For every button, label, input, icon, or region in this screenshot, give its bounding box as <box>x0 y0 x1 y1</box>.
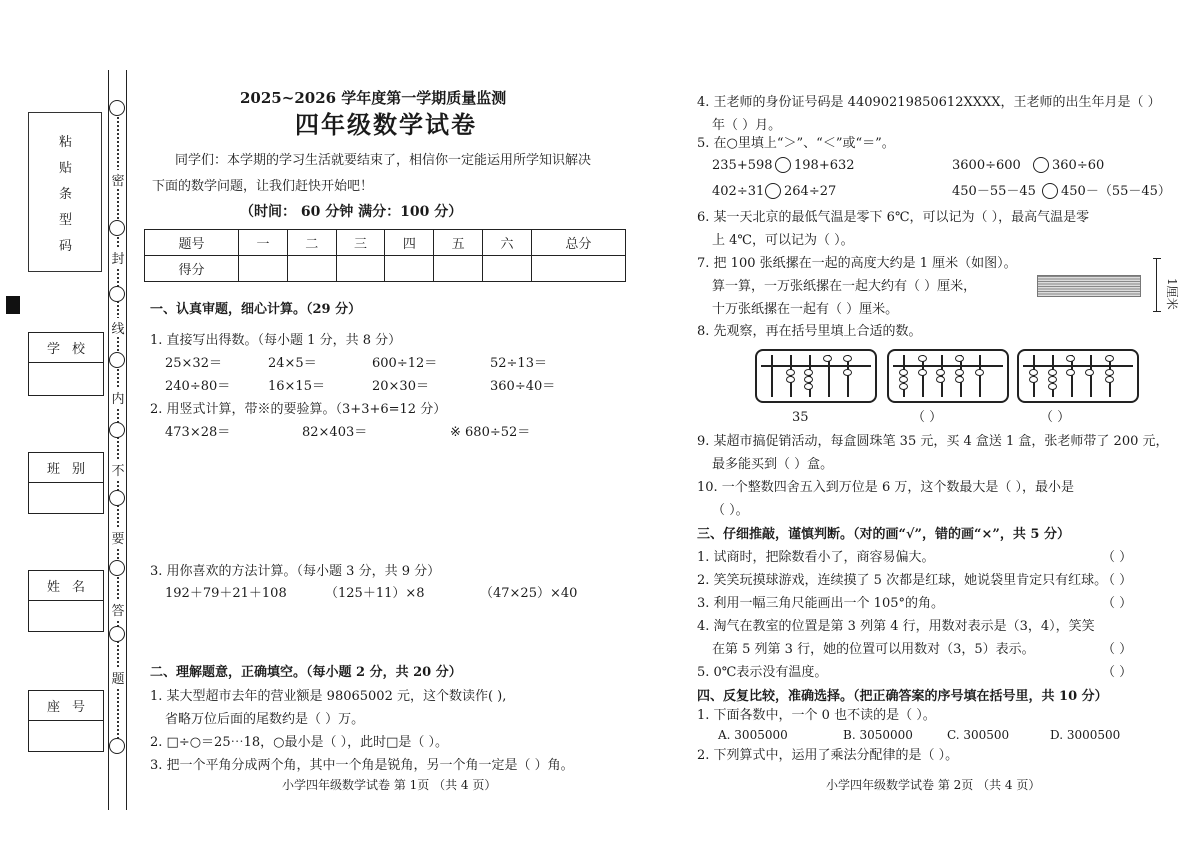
score-row-label: 得分 <box>145 256 239 282</box>
section-4-heading: 四、反复比较，准确选择。（把正确答案的序号填在括号里，共 10 分） <box>697 689 1108 704</box>
vertical-calc-item: ※ 680÷52＝ <box>450 425 531 440</box>
question-2-9: 9. 某超市搞促销活动，每盒圆珠笔 35 元，买 4 盒送 1 盒，张老师带了 200 元， <box>697 434 1169 449</box>
barcode-char: 条 <box>59 187 73 202</box>
score-header-cell: 六 <box>483 230 532 256</box>
question-1-1: 1. 直接写出得数。（每小题 1 分，共 8 分） <box>150 333 402 348</box>
judge-item: 5. 0℃表示没有温度。 <box>697 665 828 680</box>
compare-right: 450－（55－45） <box>1061 184 1171 199</box>
name-label-b: 名 <box>71 580 85 595</box>
binding-hole <box>109 490 125 506</box>
abacus-3-answer[interactable]: （ ） <box>1040 410 1071 425</box>
question-2-1-cont: 省略万位后面的尾数约是（ ）万。 <box>165 712 365 727</box>
dimension-line <box>1153 258 1161 312</box>
compare-circle[interactable] <box>775 157 791 173</box>
calc-item: 600÷12＝ <box>372 356 438 371</box>
binding-hole <box>109 560 125 576</box>
score-header-cell: 一 <box>239 230 288 256</box>
question-2-2: 2. □÷○＝25⋯18，○最小是（ ），此时□是（ ）。 <box>150 735 449 750</box>
calc-item: 20×30＝ <box>372 379 429 394</box>
judge-answer[interactable]: （ ） <box>1102 596 1133 611</box>
intro-line-2: 下面的数学问题，让我们赶快开始吧！ <box>152 179 374 194</box>
question-2-10: 10. 一个整数四舍五入到万位是 6 万，这个数最大是（ ），最小是 <box>697 480 1074 495</box>
abacus-2-answer[interactable]: （ ） <box>912 410 943 425</box>
school-field[interactable] <box>28 332 104 396</box>
seal-char: 内 <box>110 388 126 407</box>
judge-item: 4. 淘气在教室的位置是第 3 列第 4 行，用数对表示是（3，4），笑笑 <box>697 619 1095 634</box>
abacus-3 <box>1017 349 1139 403</box>
binding-hole <box>109 738 125 754</box>
question-2-3: 3. 把一个平角分成两个角，其中一个角是锐角，另一个角一定是（ ）角。 <box>150 758 574 773</box>
score-table <box>144 229 626 282</box>
vertical-calc-item: 82×403＝ <box>302 425 368 440</box>
seal-char: 封 <box>110 248 126 267</box>
score-header-cell: 三 <box>336 230 385 256</box>
choice-question-1: 1. 下面各数中，一个 0 也不读的是（ ）。 <box>697 708 936 723</box>
question-2-7-line3: 十万张纸摞在一起有（ ）厘米。 <box>712 302 899 317</box>
question-2-4: 4. 王老师的身份证号码是 44090219850612XXXX，王老师的出生年月是（ ） <box>697 95 1161 110</box>
score-header-cell: 五 <box>434 230 483 256</box>
score-table-row <box>145 256 626 282</box>
seal-char: 密 <box>110 170 126 189</box>
judge-answer[interactable]: （ ） <box>1102 550 1133 565</box>
barcode-char: 型 <box>59 213 73 228</box>
page-2-footer: 小学四年级数学试卷 第 2页 （共 4 页） <box>826 778 1041 792</box>
score-cell[interactable] <box>239 256 288 282</box>
barcode-char: 码 <box>59 239 73 254</box>
compare-right: 264÷27 <box>784 184 837 199</box>
judge-item: 3. 利用一幅三角尺能画出一个 105°的角。 <box>697 596 944 611</box>
choice-option[interactable]: B. 3050000 <box>843 728 913 742</box>
question-2-6: 6. 某一天北京的最低气温是零下 6℃，可以记为（ ），最高气温是零 <box>697 210 1090 225</box>
question-2-10-cont: （ ）。 <box>712 503 749 518</box>
exam-title: 四年级数学试卷 <box>295 110 477 139</box>
section-3-heading: 三、仔细推敲，谨慎判断。（对的画“√”，错的画“×”，共 5 分） <box>697 527 1070 542</box>
judge-item: 1. 试商时，把除数看小了，商容易偏大。 <box>697 550 935 565</box>
compare-circle[interactable] <box>765 183 781 199</box>
choice-question-2: 2. 下列算式中，运用了乘法分配律的是（ ）。 <box>697 748 959 763</box>
binding-hole <box>109 626 125 642</box>
simplify-item: （125＋11）×8 <box>325 586 425 601</box>
intro-line-1: 同学们：本学期的学习生活就要结束了，相信你一定能运用所学知识解决 <box>175 153 592 168</box>
binding-hole <box>109 422 125 438</box>
barcode-char: 贴 <box>59 161 73 176</box>
abacus-2 <box>887 349 1009 403</box>
compare-left: 3600÷600 <box>952 158 1021 173</box>
compare-left: 402÷31 <box>712 184 765 199</box>
binding-hole <box>109 352 125 368</box>
score-cell[interactable] <box>434 256 483 282</box>
binding-hole <box>109 286 125 302</box>
score-cell[interactable] <box>483 256 532 282</box>
barcode-box <box>28 112 102 272</box>
seat-field[interactable] <box>28 690 104 752</box>
question-2-9-cont: 最多能买到（ ）盒。 <box>712 457 834 472</box>
calc-item: 240÷80＝ <box>165 379 231 394</box>
calc-item: 24×5＝ <box>268 356 317 371</box>
score-table-header-row <box>145 230 626 256</box>
score-header-cell: 四 <box>385 230 434 256</box>
choice-option[interactable]: A. 3005000 <box>718 728 788 742</box>
question-2-8: 8. 先观察，再在括号里填上合适的数。 <box>697 324 922 339</box>
judge-answer[interactable]: （ ） <box>1102 665 1133 680</box>
score-header-cell: 二 <box>287 230 336 256</box>
question-2-4-cont: 年（ ）月。 <box>712 118 782 133</box>
calc-item: 360÷40＝ <box>490 379 556 394</box>
choice-option[interactable]: D. 3000500 <box>1050 728 1121 742</box>
score-cell[interactable] <box>531 256 625 282</box>
exam-header: 2025~2026 学年度第一学期质量监测 <box>240 89 507 107</box>
calc-item: 25×32＝ <box>165 356 222 371</box>
judge-answer[interactable]: （ ） <box>1102 642 1133 657</box>
binding-hole <box>109 220 125 236</box>
paper-stack-image <box>1037 275 1141 297</box>
seat-label-b: 号 <box>71 700 85 715</box>
binding-line-left <box>108 70 109 810</box>
calc-item: 52÷13＝ <box>490 356 547 371</box>
seal-char: 要 <box>110 528 126 547</box>
dimension-line-vertical <box>1156 258 1157 312</box>
school-label-a: 学 <box>46 342 60 357</box>
section-2-heading: 二、理解题意，正确填空。（每小题 2 分，共 20 分） <box>150 665 462 680</box>
judge-item-cont: 在第 5 列第 3 行，她的位置可以用数对（3，5）表示。 <box>712 642 1035 657</box>
time-info: （时间： 60 分钟 满分：100 分） <box>240 204 463 220</box>
name-label-a: 姓 <box>46 580 60 595</box>
choice-option[interactable]: C. 300500 <box>947 728 1010 742</box>
seal-char: 答 <box>110 600 126 619</box>
binding-hole <box>109 100 125 116</box>
compare-right: 198+632 <box>794 158 855 173</box>
seat-label-a: 座 <box>46 700 60 715</box>
name-field[interactable] <box>28 570 104 632</box>
judge-answer[interactable]: （ ） <box>1102 573 1133 588</box>
black-marker <box>6 296 20 314</box>
section-1-heading: 一、认真审题，细心计算。（29 分） <box>150 302 362 317</box>
simplify-item: 192＋79＋21＋108 <box>165 586 287 601</box>
question-2-7-line2: 算一算，一万张纸摞在一起大约有（ ）厘米， <box>712 279 977 294</box>
score-cell[interactable] <box>336 256 385 282</box>
question-2-6-cont: 上 4℃，可以记为（ ）。 <box>712 233 854 248</box>
class-label-b: 别 <box>71 462 85 477</box>
vertical-calc-item: 473×28＝ <box>165 425 231 440</box>
class-label-a: 班 <box>46 462 60 477</box>
class-field[interactable] <box>28 452 104 514</box>
compare-circle[interactable] <box>1033 157 1049 173</box>
barcode-char: 粘 <box>59 135 73 150</box>
seal-char: 不 <box>110 460 126 479</box>
score-header-cell: 题号 <box>145 230 239 256</box>
score-cell[interactable] <box>385 256 434 282</box>
compare-left: 450－55－45 <box>952 184 1036 199</box>
calc-item: 16×15＝ <box>268 379 325 394</box>
score-cell[interactable] <box>287 256 336 282</box>
judge-item: 2. 笑笑玩摸球游戏，连续摸了 5 次都是红球，她说袋里肯定只有红球。 <box>697 573 1108 588</box>
question-1-2: 2. 用竖式计算，带※的要验算。（3+3+6=12 分） <box>150 402 447 417</box>
seal-char: 题 <box>110 668 126 687</box>
binding-line-right <box>126 70 127 810</box>
question-2-1: 1. 某大型超市去年的营业额是 98065002 元，这个数读作( ), <box>150 689 507 704</box>
simplify-item: （47×25）×40 <box>480 586 578 601</box>
question-2-5: 5. 在○里填上“＞”、“＜”或“＝”。 <box>697 136 895 151</box>
compare-left: 235+598 <box>712 158 773 173</box>
compare-right: 360÷60 <box>1052 158 1105 173</box>
abacus-1-label: 35 <box>792 410 809 425</box>
compare-circle[interactable] <box>1042 183 1058 199</box>
question-2-7: 7. 把 100 张纸摞在一起的高度大约是 1 厘米（如图）。 <box>697 256 1017 271</box>
page-1-footer: 小学四年级数学试卷 第 1页 （共 4 页） <box>282 778 497 792</box>
score-header-cell: 总分 <box>531 230 625 256</box>
dimension-label: 1厘米 <box>1165 278 1179 310</box>
school-label-b: 校 <box>71 342 85 357</box>
question-1-3: 3. 用你喜欢的方法计算。（每小题 3 分，共 9 分） <box>150 564 441 579</box>
abacus-1 <box>755 349 877 403</box>
seal-char: 线 <box>110 318 126 337</box>
